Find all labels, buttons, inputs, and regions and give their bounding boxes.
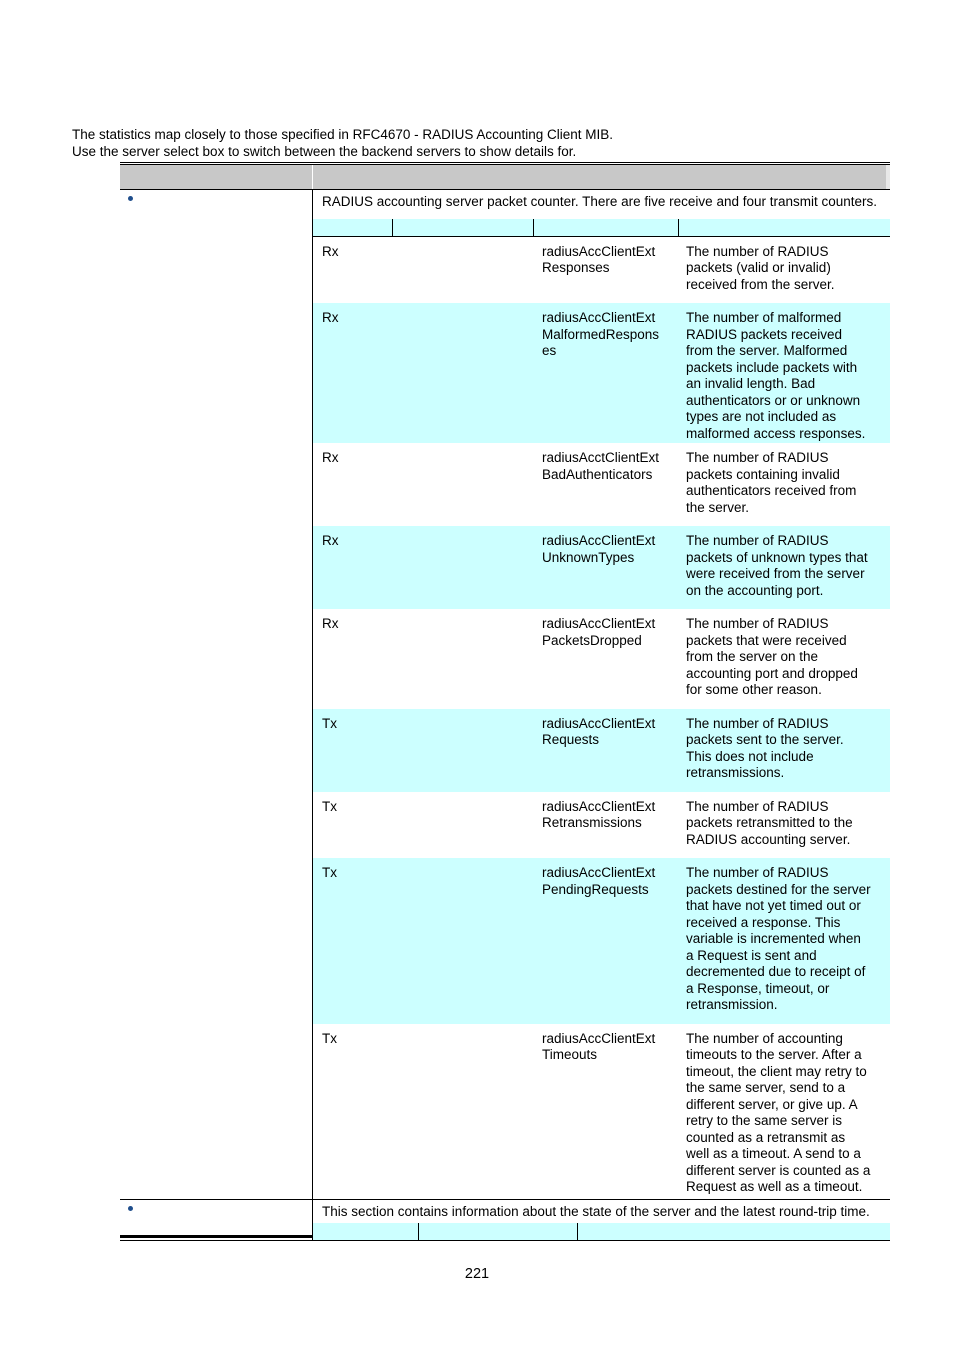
counter-description — [677, 616, 890, 699]
description-line: retry to the same server is — [686, 1113, 843, 1128]
mib-object-line: Requests — [542, 732, 600, 747]
intro-line-1: The statistics map closely to those specified in RFC4670 - RADIUS Accounting Client MIB. — [72, 127, 613, 142]
intro-text — [72, 127, 892, 160]
page-number: 221 — [464, 1266, 490, 1282]
description-line: were received from the server — [686, 566, 865, 581]
description-line: counted as a retransmit as — [686, 1129, 846, 1145]
description-line: packets of unknown types that — [686, 549, 868, 565]
table-row — [313, 526, 890, 609]
counter-direction: Rx — [322, 310, 339, 325]
counter-description — [677, 310, 890, 442]
counter-mib-object — [533, 865, 677, 1014]
description-line: The number of accounting — [686, 1030, 843, 1046]
header-col-description — [313, 165, 890, 189]
server-state-subtable-header — [313, 1223, 890, 1240]
description-line: The number of RADIUS — [686, 450, 829, 465]
statistics-table — [120, 162, 890, 1241]
description-line: packets include packets with — [686, 359, 858, 375]
counter-direction: Rx — [322, 616, 339, 631]
description-line: different server is counted as a — [686, 1162, 871, 1178]
description-line: the server. — [686, 499, 750, 515]
mib-object-line: radiusAcctClientExt — [542, 450, 660, 465]
description-line: The number of RADIUS — [686, 715, 829, 731]
table-row — [313, 443, 890, 526]
subheader-col-2 — [393, 219, 534, 236]
description-line: This does not include — [686, 748, 814, 764]
description-line: from the server on the — [686, 649, 819, 664]
table-row — [313, 237, 890, 304]
mib-object-line: radiusAccClientExt — [542, 1030, 656, 1046]
description-line: a Request is sent and — [686, 947, 817, 963]
table-row — [313, 303, 890, 443]
mib-object-line: radiusAccClientExt — [542, 865, 656, 880]
counter-description — [677, 450, 890, 516]
description-line: The number of RADIUS — [686, 798, 829, 814]
description-line: retransmission. — [686, 997, 778, 1012]
description-line: a Response, timeout, or — [686, 980, 830, 996]
table-row — [313, 609, 890, 709]
counter-description — [677, 865, 890, 1014]
mib-object-line: UnknownTypes — [542, 549, 635, 565]
mib-object-line: es — [542, 343, 557, 358]
counter-mib-object — [533, 716, 677, 782]
table-header — [120, 165, 890, 190]
description-line: The number of malformed — [686, 310, 842, 325]
mib-object-line: radiusAccClientExt — [542, 243, 656, 259]
description-line: packets sent to the server. — [686, 732, 844, 747]
table-row — [313, 709, 890, 792]
description-line: RADIUS packets received — [686, 326, 843, 342]
mib-object-line: PendingRequests — [542, 881, 649, 897]
counter-direction: Rx — [322, 533, 339, 548]
counter-direction: Tx — [322, 1030, 337, 1046]
description-line: for some other reason. — [686, 682, 822, 697]
mib-object-line: Responses — [542, 260, 610, 275]
description-line: timeout, the client may retry to — [686, 1063, 867, 1079]
description-line: the same server, send to a — [686, 1080, 846, 1095]
counter-mib-object — [533, 310, 677, 442]
counter-mib-object — [533, 616, 677, 699]
description-line: authenticators or or unknown — [686, 392, 861, 408]
description-line: Request as well as a timeout. — [686, 1179, 863, 1194]
counter-description — [677, 716, 890, 782]
description-line: The number of RADIUS — [686, 616, 829, 631]
table-row — [313, 792, 890, 859]
subheader2-col-1 — [313, 1223, 419, 1240]
counter-mib-object — [533, 799, 677, 849]
header-col-object — [120, 165, 313, 189]
description-line: packets (valid or invalid) — [686, 260, 831, 275]
mib-object-line: radiusAccClientExt — [542, 616, 656, 631]
description-line: packets that were received — [686, 632, 847, 648]
mib-object-line: radiusAccClientExt — [542, 310, 656, 325]
counter-direction: Tx — [322, 865, 337, 880]
description-line: packets destined for the server — [686, 881, 871, 897]
mib-object-line: radiusAccClientExt — [542, 533, 656, 548]
counter-direction: Tx — [322, 715, 337, 731]
section-1-description: RADIUS accounting server packet counter. There are five receive and four transmit counters. — [322, 194, 878, 209]
description-line: received from the server. — [686, 276, 835, 292]
description-line: different server, or give up. A — [686, 1096, 858, 1112]
counter-mib-object — [533, 1031, 677, 1196]
description-line: well as a timeout. A send to a — [686, 1146, 861, 1161]
bullet-icon — [128, 196, 133, 201]
counter-description — [677, 533, 890, 599]
counter-mib-object — [533, 533, 677, 599]
description-line: timeouts to the server. After a — [686, 1047, 862, 1062]
counter-description — [677, 799, 890, 849]
description-line: types are not included as — [686, 409, 837, 424]
description-line: on the accounting port. — [686, 582, 824, 598]
table-row — [313, 858, 890, 1024]
bullet-icon — [128, 1206, 133, 1211]
description-line: The number of RADIUS — [686, 243, 829, 259]
subheader-col-4 — [679, 219, 890, 236]
counter-rows — [313, 237, 890, 1199]
mib-object-line: BadAuthenticators — [542, 466, 653, 482]
section-1-label-cell — [120, 190, 313, 1199]
table-row — [313, 1024, 890, 1199]
description-line: packets retransmitted to the — [686, 815, 853, 830]
mib-object-line: Retransmissions — [542, 815, 642, 830]
description-line: an invalid length. Bad — [686, 376, 816, 391]
description-line: variable is incremented when — [686, 931, 861, 946]
description-line: accounting port and dropped — [686, 665, 858, 681]
counter-direction: Rx — [322, 450, 339, 465]
description-line: malformed access responses. — [686, 425, 866, 441]
subheader2-col-2 — [419, 1223, 578, 1240]
table-bottom-rule — [120, 1235, 313, 1238]
mib-object-line: radiusAccClientExt — [542, 798, 656, 814]
counter-mib-object — [533, 450, 677, 516]
section-1-content — [313, 190, 890, 1199]
mib-object-line: MalformedRespons — [542, 326, 660, 342]
counter-subtable-header — [313, 219, 890, 237]
subheader2-col-3 — [578, 1223, 890, 1240]
section-2-description: This section contains information about the state of the server and the latest round-trip time. — [322, 1203, 870, 1219]
subheader-col-3 — [534, 219, 679, 236]
description-line: The number of RADIUS — [686, 865, 829, 880]
description-line: authenticators received from — [686, 483, 857, 498]
description-line: RADIUS accounting server. — [686, 831, 851, 847]
description-line: decremented due to receipt of — [686, 964, 866, 979]
description-line: from the server. Malformed — [686, 343, 848, 358]
subheader-col-1 — [313, 219, 393, 236]
section-2-content — [313, 1200, 890, 1241]
counter-description — [677, 244, 890, 294]
description-line: retransmissions. — [686, 765, 785, 780]
counter-description — [677, 1031, 890, 1196]
mib-object-line: Timeouts — [542, 1047, 598, 1062]
section-2-label-cell — [120, 1200, 313, 1241]
description-line: that have not yet timed out or — [686, 898, 861, 913]
description-line: packets containing invalid — [686, 466, 840, 482]
section-packet-counters — [120, 190, 890, 1200]
intro-line-2: Use the server select box to switch between the backend servers to show details for. — [72, 143, 577, 159]
mib-object-line: radiusAccClientExt — [542, 715, 656, 731]
counter-direction: Tx — [322, 798, 337, 814]
mib-object-line: PacketsDropped — [542, 632, 642, 648]
description-line: The number of RADIUS — [686, 533, 829, 548]
description-line: received a response. This — [686, 914, 841, 930]
counter-mib-object — [533, 244, 677, 294]
counter-direction: Rx — [322, 243, 339, 259]
